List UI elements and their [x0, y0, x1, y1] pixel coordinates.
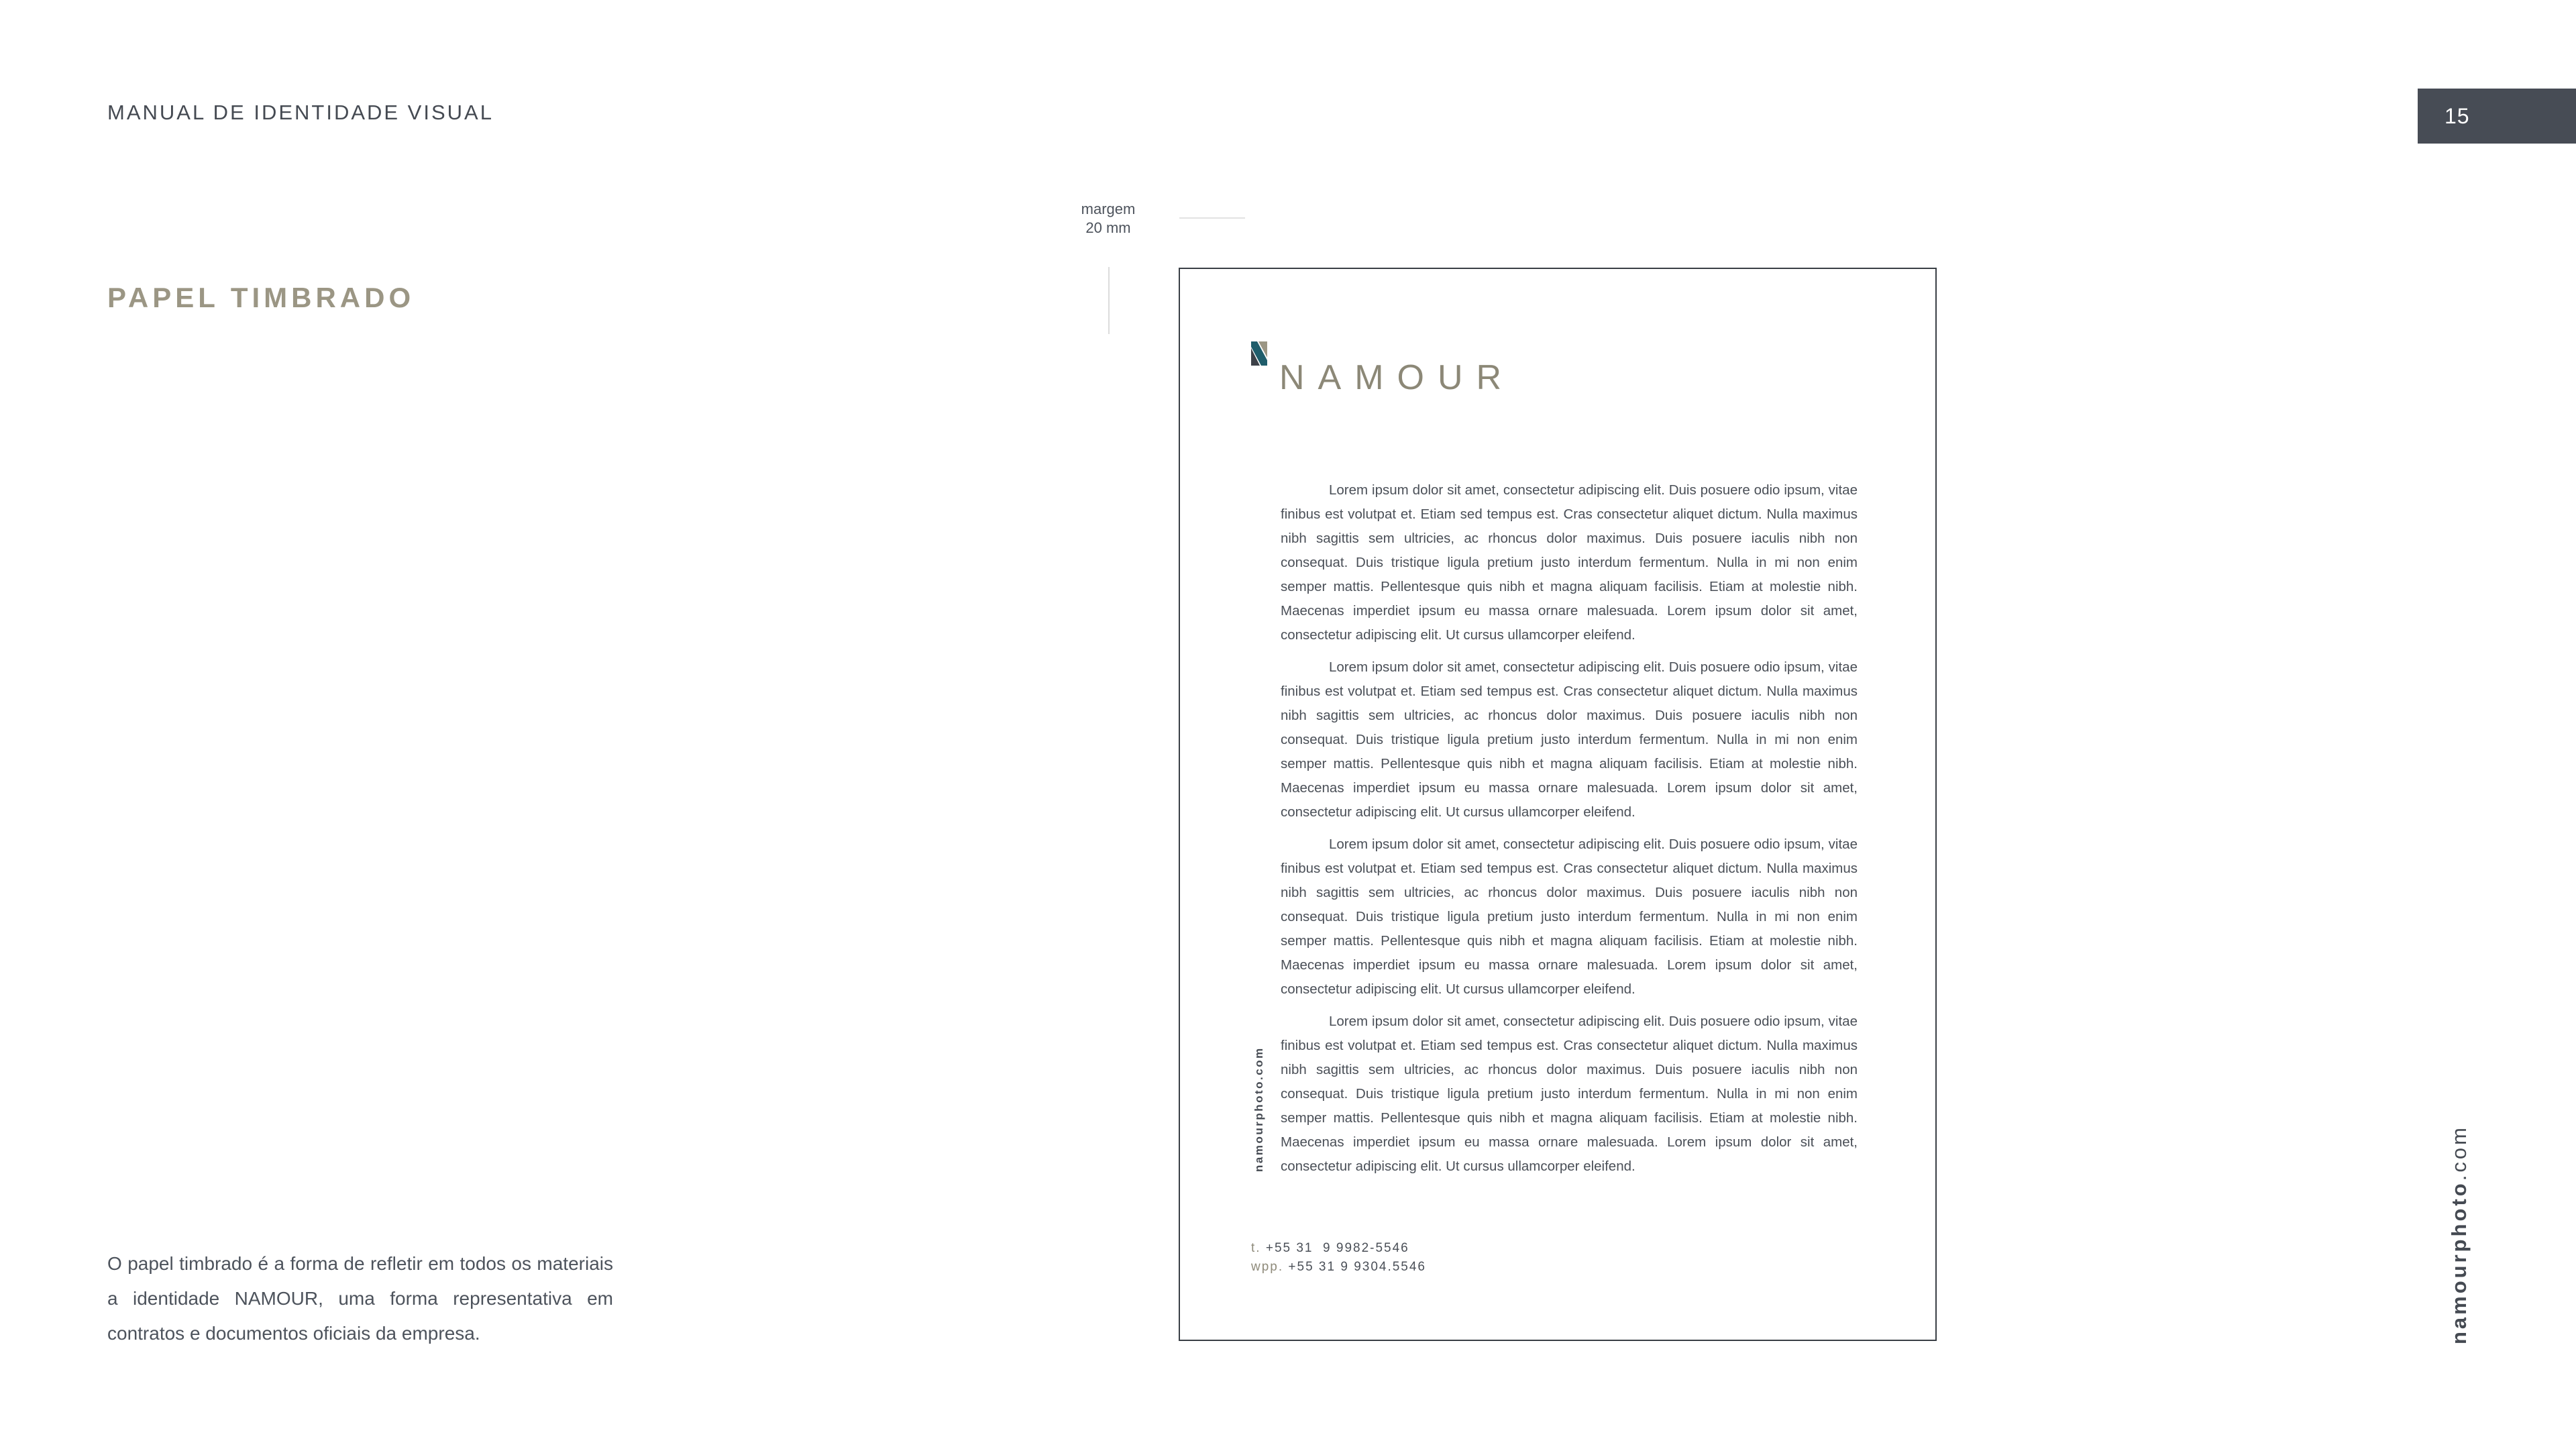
phone-label: t.: [1251, 1241, 1261, 1255]
logo-wordmark: NAMOUR: [1279, 358, 1515, 397]
letter-paragraph: Lorem ipsum dolor sit amet, consectetur adipiscing elit. Duis posuere odio ipsum, vitae finibus est volutpat et. Etiam sed tempus est. Cras consectetur aliquet dictum. Nulla maximus nibh sagittis sem ultricies, ac rhoncus dolor maximus. Duis posuere iaculis nibh non consequat. Duis tristique ligula pretium justo interdum fermentum. Nulla in mi non enim semper mattis. Pellentesque quis nibh et magna aliquam facilisis. Etiam at molestie nibh. Maecenas imperdiet ipsum eu massa ornare malesuada. Lorem ipsum dolor sit amet, consectetur adipiscing elit. Ut cursus ullamcorper eleifend.: [1281, 1014, 1858, 1174]
letter-paragraph: Lorem ipsum dolor sit amet, consectetur adipiscing elit. Duis posuere odio ipsum, vitae finibus est volutpat et. Etiam sed tempus est. Cras consectetur aliquet dictum. Nulla maximus nibh sagittis sem ultricies, ac rhoncus dolor maximus. Duis posuere iaculis nibh non consequat. Duis tristique ligula pretium justo interdum fermentum. Nulla in mi non enim semper mattis. Pellentesque quis nibh et magna aliquam facilisis. Etiam at molestie nibh. Maecenas imperdiet ipsum eu massa ornare malesuada. Lorem ipsum dolor sit amet, consectetur adipiscing elit. Ut cursus ullamcorper eleifend.: [1281, 659, 1858, 820]
letter-vertical-url: namourphoto.com: [1252, 1046, 1265, 1172]
letter-paragraph: Lorem ipsum dolor sit amet, consectetur adipiscing elit. Duis posuere odio ipsum, vitae finibus est volutpat et. Etiam sed tempus est. Cras consectetur aliquet dictum. Nulla maximus nibh sagittis sem ultricies, ac rhoncus dolor maximus. Duis posuere iaculis nibh non consequat. Duis tristique ligula pretium justo interdum fermentum. Nulla in mi non enim semper mattis. Pellentesque quis nibh et magna aliquam facilisis. Etiam at molestie nibh. Maecenas imperdiet ipsum eu massa ornare malesuada. Lorem ipsum dolor sit amet, consectetur adipiscing elit. Ut cursus ullamcorper eleifend.: [1281, 482, 1858, 643]
side-url-domain: .com: [2447, 1125, 2471, 1181]
manual-title: MANUAL DE IDENTIDADE VISUAL: [107, 101, 494, 124]
margin-annotation: [1067, 200, 1150, 237]
whatsapp-label: wpp.: [1251, 1260, 1284, 1274]
namour-logo-mark-icon: [1251, 341, 1267, 366]
whatsapp-line: [1251, 1258, 1426, 1277]
phone-number: +55 31 9 9982-5546: [1265, 1241, 1409, 1255]
margin-size: 20 mm: [1085, 219, 1131, 236]
margin-guide-vertical: [1108, 267, 1110, 334]
margin-label: margem: [1081, 201, 1136, 217]
section-title: PAPEL TIMBRADO: [107, 282, 415, 313]
section-description: O papel timbrado é a forma de refletir em todos os materiais a identidade NAMOUR, uma forma representativa em contratos e documentos oficiais da empresa.: [107, 1253, 613, 1344]
whatsapp-number: +55 31 9 9304.5546: [1288, 1260, 1427, 1274]
side-url-name: namourphoto: [2447, 1181, 2471, 1344]
letter-body: [1281, 478, 1858, 1187]
letter-paragraph: Lorem ipsum dolor sit amet, consectetur adipiscing elit. Duis posuere odio ipsum, vitae finibus est volutpat et. Etiam sed tempus est. Cras consectetur aliquet dictum. Nulla maximus nibh sagittis sem ultricies, ac rhoncus dolor maximus. Duis posuere iaculis nibh non consequat. Duis tristique ligula pretium justo interdum fermentum. Nulla in mi non enim semper mattis. Pellentesque quis nibh et magna aliquam facilisis. Etiam at molestie nibh. Maecenas imperdiet ipsum eu massa ornare malesuada. Lorem ipsum dolor sit amet, consectetur adipiscing elit. Ut cursus ullamcorper eleifend.: [1281, 837, 1858, 997]
margin-guide-horizontal: [1179, 217, 1245, 219]
side-website-url: [2447, 1125, 2471, 1344]
page-number-badge: [2418, 89, 2576, 144]
letterhead-preview: [1179, 268, 1937, 1341]
page-number: 15: [2445, 103, 2470, 128]
letter-contact: [1251, 1239, 1426, 1277]
phone-line: [1251, 1239, 1426, 1258]
